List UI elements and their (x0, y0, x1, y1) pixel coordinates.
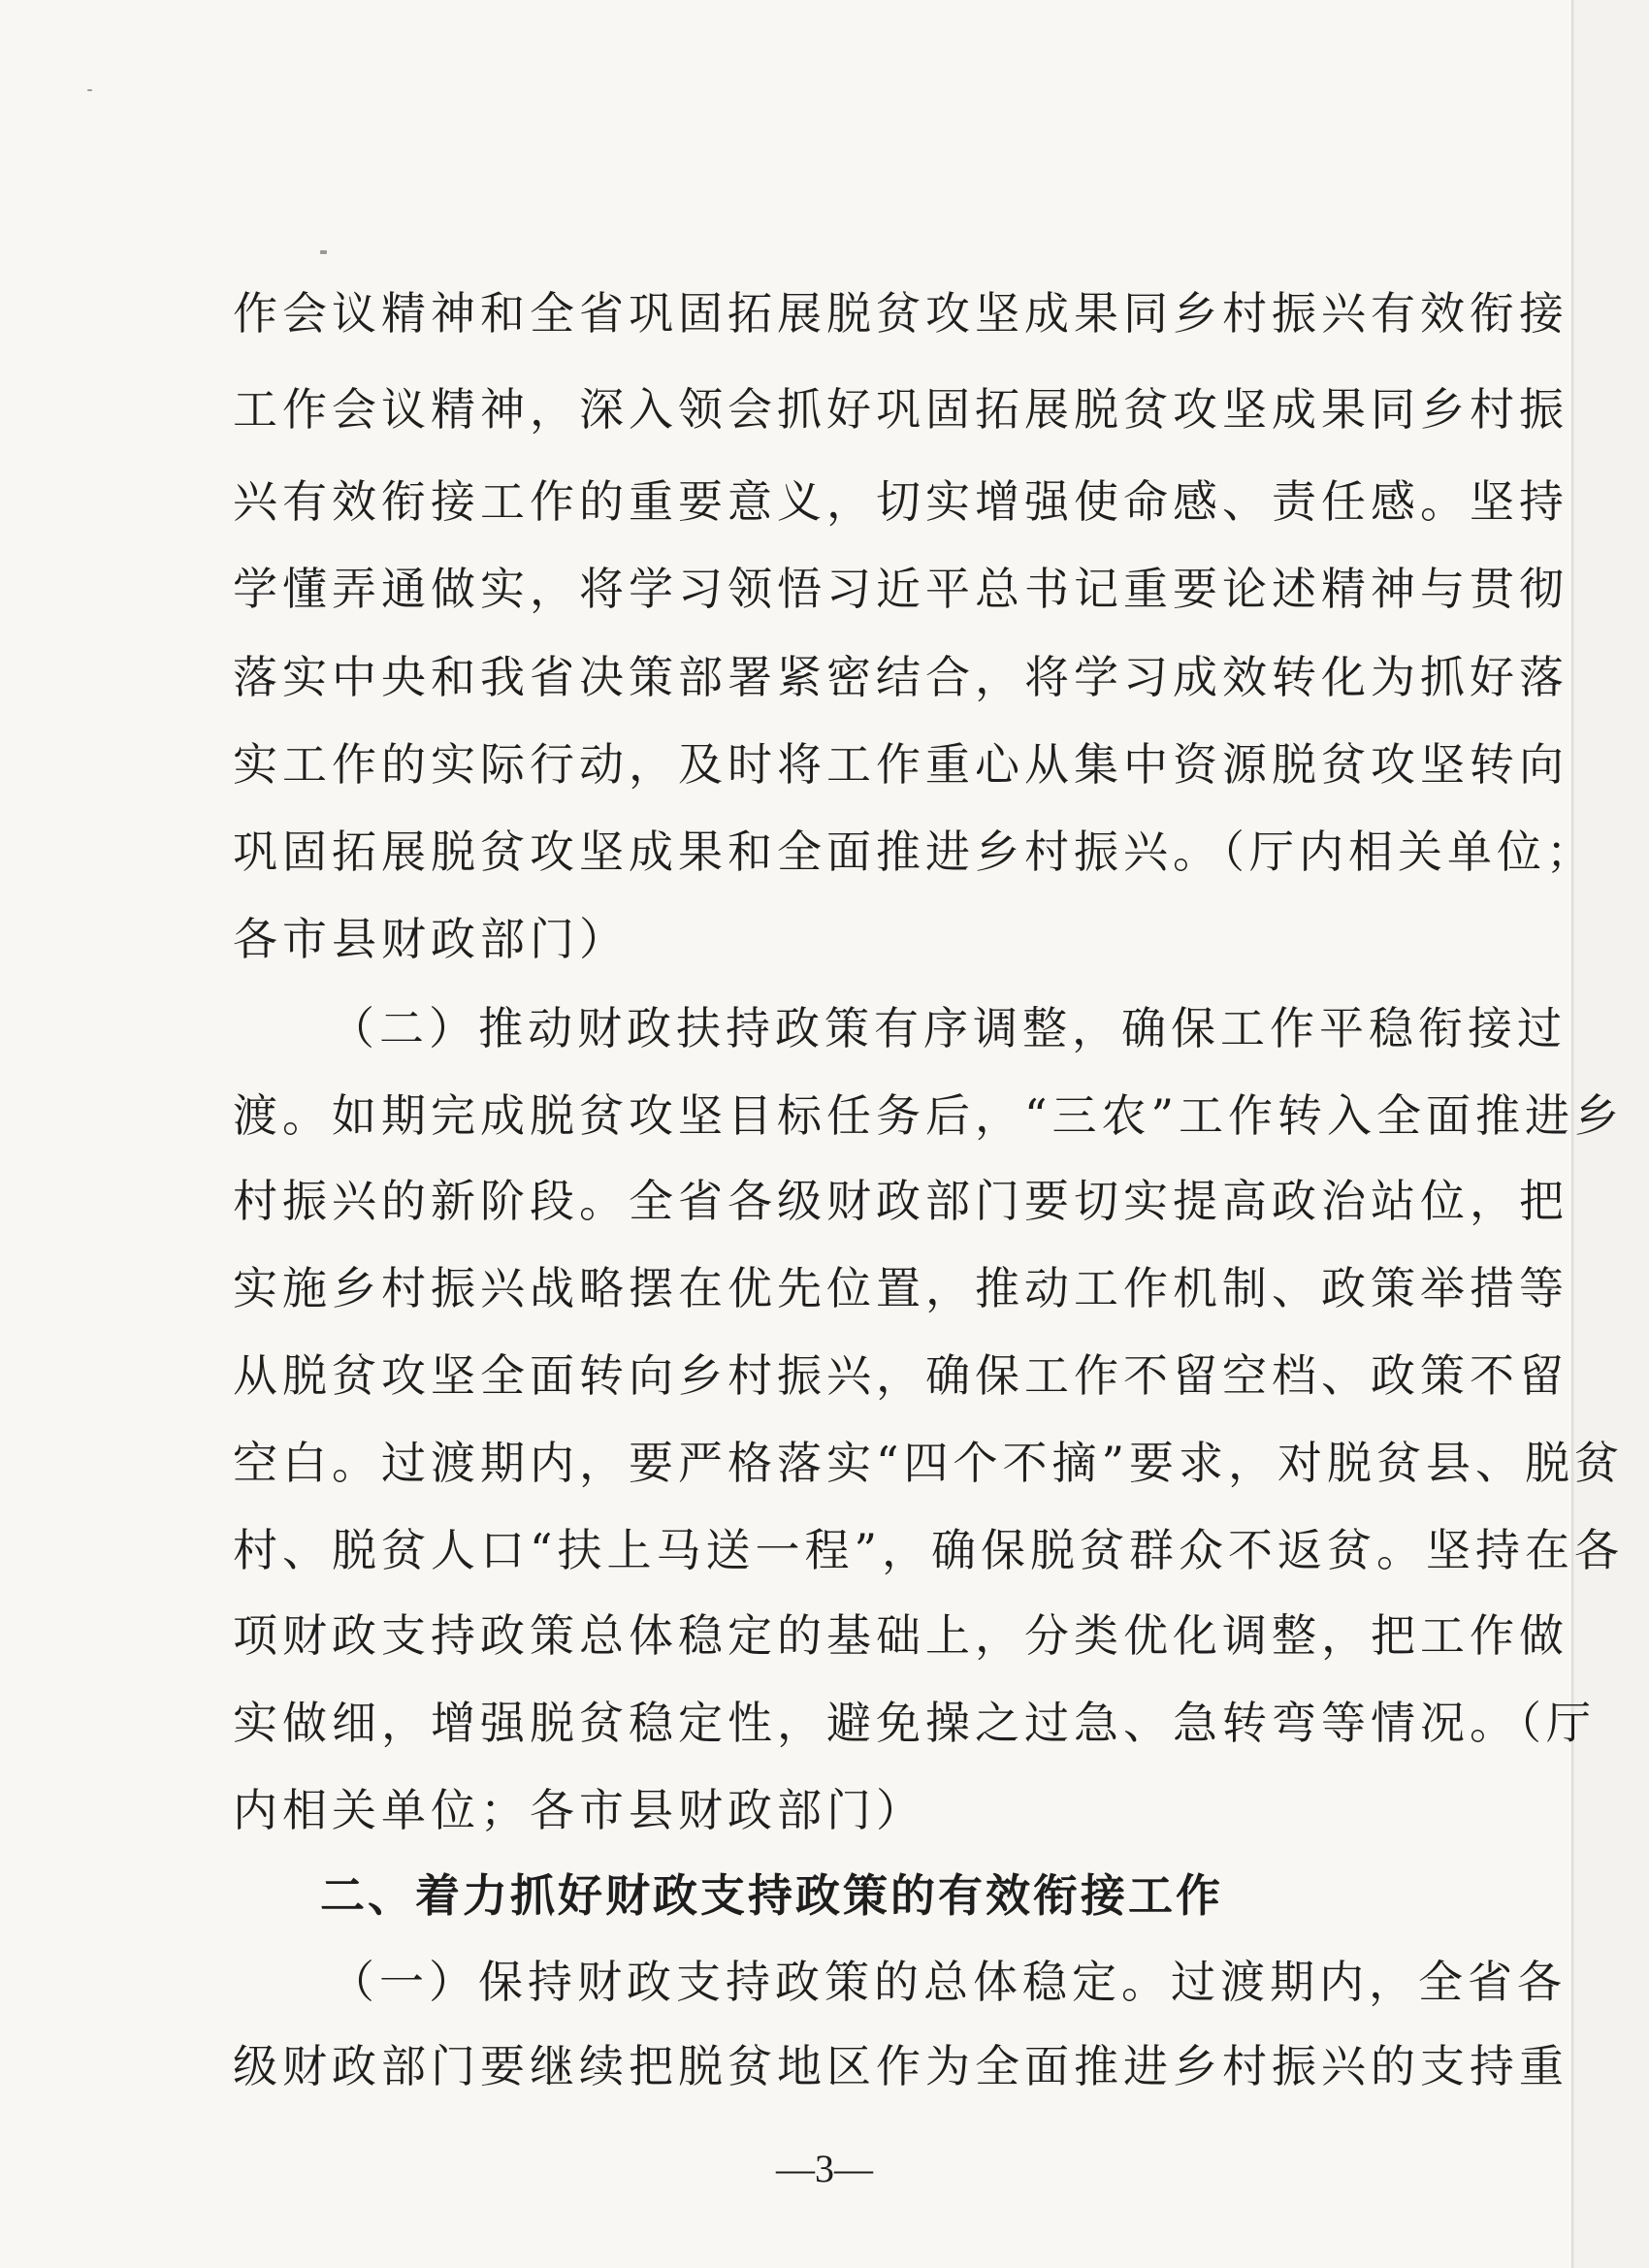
body-line: 工作会议精神，深入领会抓好巩固拓展脱贫攻坚成果同乡村振 (233, 383, 1568, 436)
body-line: 实施乡村振兴战略摆在优先位置，推动工作机制、政策举措等 (233, 1262, 1568, 1314)
body-line: 作会议精神和全省巩固拓展脱贫攻坚成果同乡村振兴有效衔接 (233, 287, 1568, 340)
body-line: 项财政支持政策总体稳定的基础上，分类优化调整，把工作做 (233, 1609, 1568, 1662)
body-line: 实做细，增强脱贫稳定性，避免操之过急、急转弯等情况。（厅 (233, 1697, 1596, 1749)
body-line: 巩固拓展脱贫攻坚成果和全面推进乡村振兴。（厅内相关单位； (233, 826, 1596, 878)
body-line: 各市县财政部门） (233, 913, 629, 965)
body-line: 村振兴的新阶段。全省各级财政部门要切实提高政治站位，把 (233, 1175, 1568, 1227)
body-line: 村、脱贫人口“扶上马送一程”，确保脱贫群众不返贫。坚持在各 (233, 1524, 1625, 1576)
scan-speck (320, 250, 327, 254)
body-line: 兴有效衔接工作的重要意义，切实增强使命感、责任感。坚持 (233, 475, 1568, 528)
body-line: 从脱贫攻坚全面转向乡村振兴，确保工作不留空档、政策不留 (233, 1349, 1568, 1402)
scan-speck (87, 89, 92, 91)
section-heading: 二、着力抓好财政支持政策的有效衔接工作 (320, 1869, 1223, 1922)
body-line: 学懂弄通做实，将学习领悟习近平总书记重要论述精神与贯彻 (233, 563, 1568, 615)
body-line: （二）推动财政扶持政策有序调整，确保工作平稳衔接过 (330, 1002, 1567, 1054)
body-line: 空白。过渡期内，要严格落实“四个不摘”要求，对脱贫县、脱贫 (233, 1437, 1625, 1489)
body-line: 级财政部门要继续把脱贫地区作为全面推进乡村振兴的支持重 (233, 2040, 1568, 2092)
body-line: （一）保持财政支持政策的总体稳定。过渡期内，全省各 (330, 1956, 1567, 2008)
body-line: 内相关单位；各市县财政部门） (233, 1784, 925, 1836)
body-line: 落实中央和我省决策部署紧密结合，将学习成效转化为抓好落 (233, 651, 1568, 703)
body-line: 渡。如期完成脱贫攻坚目标任务后，“三农”工作转入全面推进乡 (233, 1089, 1625, 1142)
page-number: —3— (776, 2147, 873, 2190)
body-line: 实工作的实际行动，及时将工作重心从集中资源脱贫攻坚转向 (233, 738, 1568, 791)
